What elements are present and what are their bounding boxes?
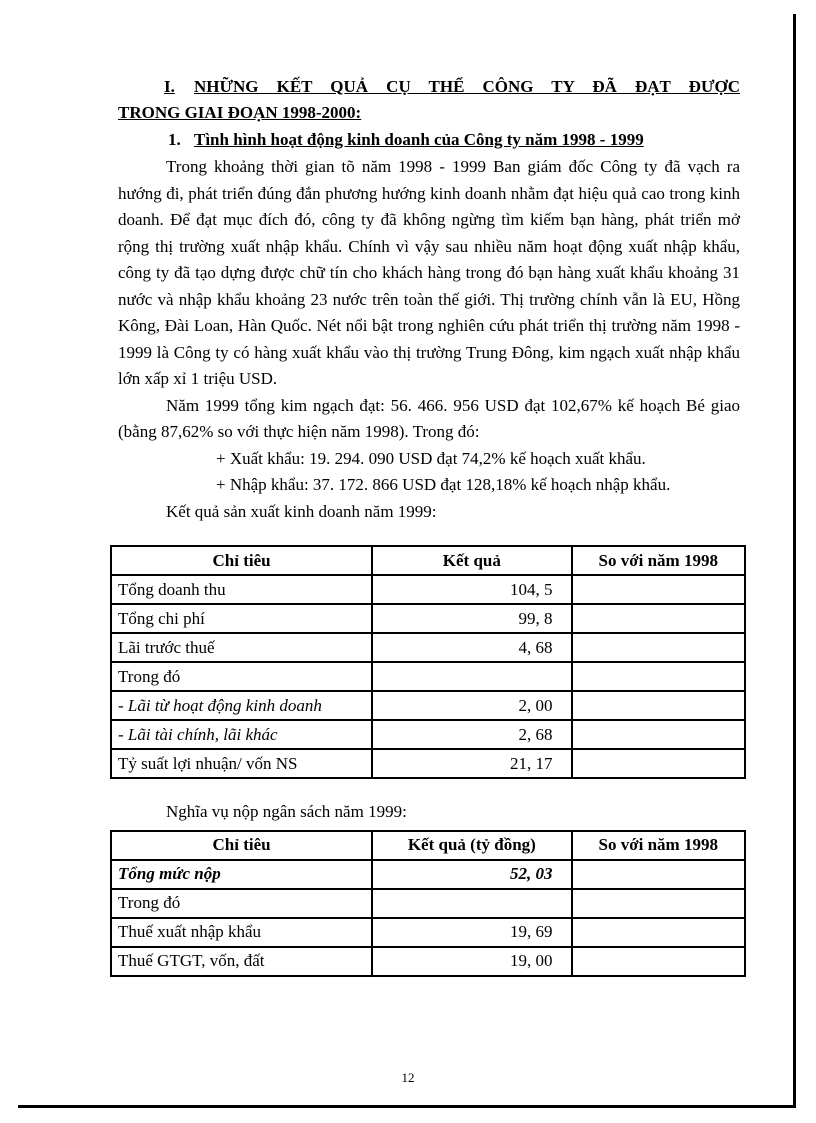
row-label: Trong đó xyxy=(111,889,372,918)
paragraph-intro: Trong khoảng thời gian tõ năm 1998 - 1999 Ban giám đốc Công ty đã vạch ra hướng đi, phát triển đúng đắn phương hướng kinh doanh nhằm đạt hiệu quả cao trong kinh doanh. Để đạt mục đích đó, công ty đã không ngừng tìm kiếm bạn hàng, phát triển mở rộng thị trường xuất nhập khẩu. Chính vì vậy sau nhiều năm hoạt động xuất nhập khẩu, công ty đã tạo dựng được chữ tín cho khách hàng trong đó bạn hàng xuất khẩu khoảng 31 nước và nhập khẩu khoảng 23 nước trên toàn thế giới. Thị trường chính vẫn là EU, Hồng Kông, Đài Loan, Hàn Quốc. Nét nổi bật trong nghiên cứu phát triển thị trường năm 1998 - 1999 là Công ty có hàng xuất khẩu vào thị trường Trung Đông, kim ngạch xuất nhập khẩu lớn xấp xỉ 1 triệu USD. xyxy=(118,157,740,388)
table-header-row xyxy=(111,546,745,575)
table-row xyxy=(111,889,745,918)
row-value xyxy=(372,662,571,691)
document-body xyxy=(118,74,740,977)
paragraph-turnover: Năm 1999 tổng kim ngạch đạt: 56. 466. 956 USD đạt 102,67% kế hoạch Bé giao (bằng 87,62% so với thực hiện năm 1998). Trong đó: xyxy=(118,395,740,441)
table-row xyxy=(111,662,745,691)
row-value: 52, 03 xyxy=(372,860,571,889)
column-header: Kết quả xyxy=(372,546,571,575)
row-compare xyxy=(572,691,745,720)
column-header: Kết quả (tỷ đồng) xyxy=(372,831,571,860)
table-row xyxy=(111,860,745,889)
subsection-heading xyxy=(118,126,740,154)
row-value xyxy=(372,889,571,918)
row-label: Thuế xuất nhập khẩu xyxy=(111,918,372,947)
row-value: 2, 00 xyxy=(372,691,571,720)
table1-caption: Kết quả sản xuất kinh doanh năm 1999: xyxy=(166,501,437,521)
row-value: 99, 8 xyxy=(372,604,571,633)
row-label: Lãi trước thuế xyxy=(111,633,372,662)
row-value: 104, 5 xyxy=(372,575,571,604)
row-compare xyxy=(572,947,745,976)
table-row xyxy=(111,604,745,633)
column-header: So với năm 1998 xyxy=(572,546,745,575)
column-header: Chỉ tiêu xyxy=(111,831,372,860)
row-compare xyxy=(572,662,745,691)
table-row xyxy=(111,633,745,662)
section-title-line1: NHỮNG KẾT QUẢ CỤ THỂ CÔNG TY ĐÃ ĐẠT ĐƯỢC xyxy=(194,77,740,96)
row-compare xyxy=(572,575,745,604)
row-value: 21, 17 xyxy=(372,749,571,778)
row-value: 4, 68 xyxy=(372,633,571,662)
column-header: So với năm 1998 xyxy=(572,831,745,860)
row-value: 19, 69 xyxy=(372,918,571,947)
table-row xyxy=(111,947,745,976)
subsection-number: 1. xyxy=(168,130,181,149)
row-label: Tổng doanh thu xyxy=(111,575,372,604)
row-compare xyxy=(572,720,745,749)
column-header: Chỉ tiêu xyxy=(111,546,372,575)
subsection-title: Tình hình hoạt động kinh doanh của Công ty năm 1998 - 1999 xyxy=(194,130,644,149)
row-label: Tổng mức nộp xyxy=(111,860,372,889)
table-row xyxy=(111,575,745,604)
page-number: 12 xyxy=(401,1070,415,1085)
row-label: Tổng chi phí xyxy=(111,604,372,633)
row-compare xyxy=(572,918,745,947)
budget-obligation-table xyxy=(110,830,746,977)
row-value: 2, 68 xyxy=(372,720,571,749)
section-heading xyxy=(118,74,740,126)
table-row xyxy=(111,918,745,947)
row-label: Trong đó xyxy=(111,662,372,691)
bullet-import: + Nhập khẩu: 37. 172. 866 USD đạt 128,18% kế hoạch nhập khẩu. xyxy=(216,475,671,494)
row-label: - Lãi từ hoạt động kinh doanh xyxy=(111,691,372,720)
section-number: I. xyxy=(164,77,175,96)
row-compare xyxy=(572,749,745,778)
section-title-line2: TRONG GIAI ĐOẠN 1998-2000: xyxy=(118,103,362,122)
business-results-table xyxy=(110,545,746,779)
table-row xyxy=(111,691,745,720)
table-header-row xyxy=(111,831,745,860)
row-compare xyxy=(572,889,745,918)
row-label: Tỷ suất lợi nhuận/ vốn NS xyxy=(111,749,372,778)
bullet-export: + Xuất khẩu: 19. 294. 090 USD đạt 74,2% kế hoạch xuất khẩu. xyxy=(216,448,646,468)
row-compare xyxy=(572,604,745,633)
row-label: - Lãi tài chính, lãi khác xyxy=(111,720,372,749)
row-label: Thuế GTGT, vốn, đất xyxy=(111,947,372,976)
table-row xyxy=(111,720,745,749)
table-row xyxy=(111,749,745,778)
row-compare xyxy=(572,633,745,662)
table2-caption: Nghĩa vụ nộp ngân sách năm 1999: xyxy=(166,802,407,821)
row-value: 19, 00 xyxy=(372,947,571,976)
row-compare xyxy=(572,860,745,889)
